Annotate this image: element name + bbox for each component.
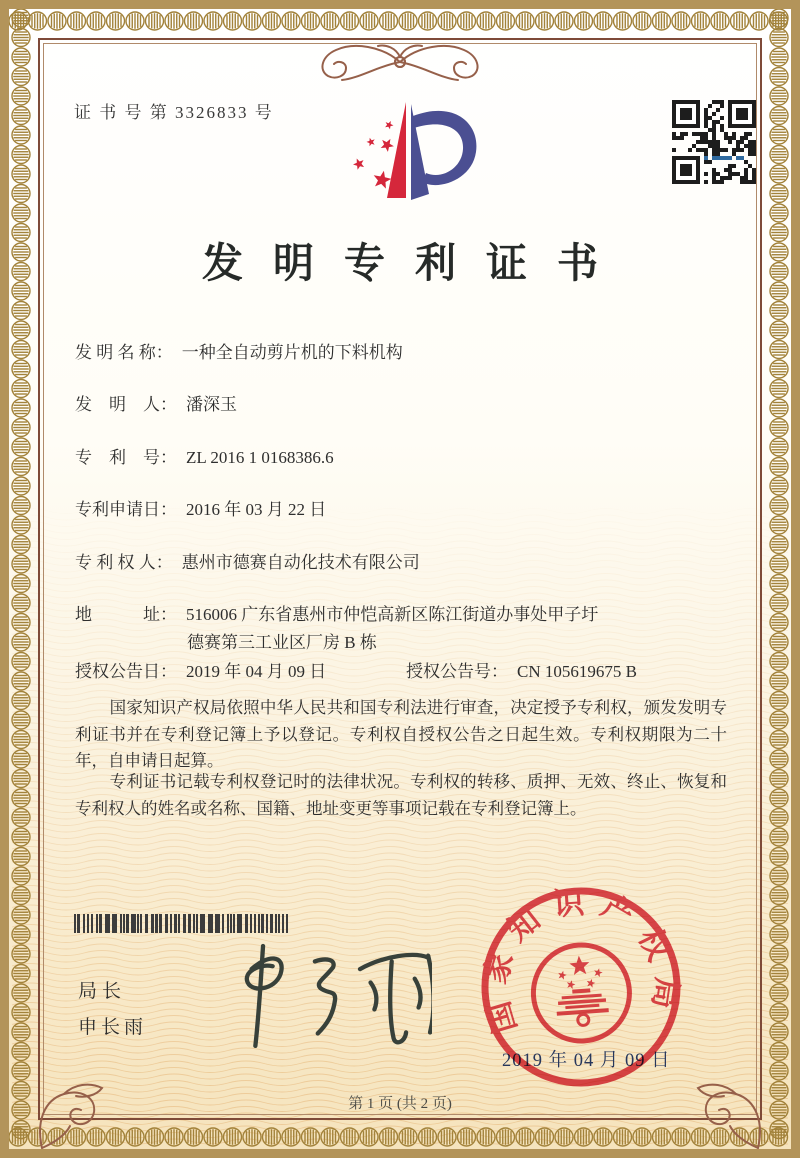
seal-date: 2019 年 04 月 09 日 bbox=[502, 1051, 671, 1071]
seal-text: 国家知识产权局 bbox=[476, 883, 686, 1038]
field-value: 2019 年 04 月 09 日 bbox=[186, 662, 327, 681]
field-value: ZL 2016 1 0168386.6 bbox=[186, 448, 334, 467]
legal-paragraph-1: 国家知识产权局依照中华人民共和国专利法进行审查，决定授予专利权，颁发发明专利证书并在专利登记簿上予以登记。专利权自授权公告之日起生效。专利权期限为二十年，自申请日起算。 bbox=[75, 698, 727, 770]
field-label: 地 址： bbox=[75, 605, 177, 624]
field-label: 授权公告日： bbox=[75, 662, 177, 681]
field-label: 专 利 权 人： bbox=[75, 553, 173, 572]
ring-border-bottom bbox=[8, 1125, 792, 1149]
ring-border-top bbox=[8, 9, 792, 33]
ring-border-left bbox=[9, 8, 33, 1150]
field-value: 惠州市德赛自动化技术有限公司 bbox=[181, 553, 420, 572]
field-label: 发 明 人： bbox=[75, 395, 177, 414]
ring-border-right bbox=[767, 8, 791, 1150]
field-value: 2016 年 03 月 22 日 bbox=[186, 500, 327, 519]
field-label: 授权公告号： bbox=[406, 662, 508, 681]
commissioner-title: 局长 bbox=[78, 981, 127, 1002]
field-label: 专 利 号： bbox=[75, 448, 177, 467]
page-number: 第 1 页 (共 2 页) bbox=[348, 1096, 452, 1112]
official-seal bbox=[471, 877, 691, 1097]
field-label: 专利申请日： bbox=[75, 500, 177, 519]
commissioner-name: 申长雨 bbox=[78, 1017, 148, 1038]
legal-paragraph-2: 专利证书记载专利权登记时的法律状况。专利权的转移、质押、无效、终止、恢复和专利权人的姓名或名称、国籍、地址变更等事项记载在专利登记簿上。 bbox=[75, 772, 727, 818]
field-value: 德赛第三工业区厂房 B 栋 bbox=[187, 633, 377, 652]
field-value: 潘深玉 bbox=[186, 395, 237, 414]
bottom-left-corner-flourish bbox=[30, 1082, 120, 1154]
bottom-right-corner-flourish bbox=[680, 1082, 770, 1154]
national-emblem-icon bbox=[530, 942, 632, 1044]
certificate-title: 发明专利证书 bbox=[202, 240, 628, 286]
top-center-flourish-ornament bbox=[290, 36, 510, 88]
field-value: 516006 广东省惠州市仲恺高新区陈江街道办事处甲子圩 bbox=[186, 605, 599, 624]
certificate-number: 证 书 号 第 3326833 号 bbox=[74, 103, 274, 122]
field-value: CN 105619675 B bbox=[517, 662, 637, 681]
field-label: 发 明 名 称： bbox=[75, 343, 173, 362]
field-value: 一种全自动剪片机的下料机构 bbox=[181, 343, 403, 362]
